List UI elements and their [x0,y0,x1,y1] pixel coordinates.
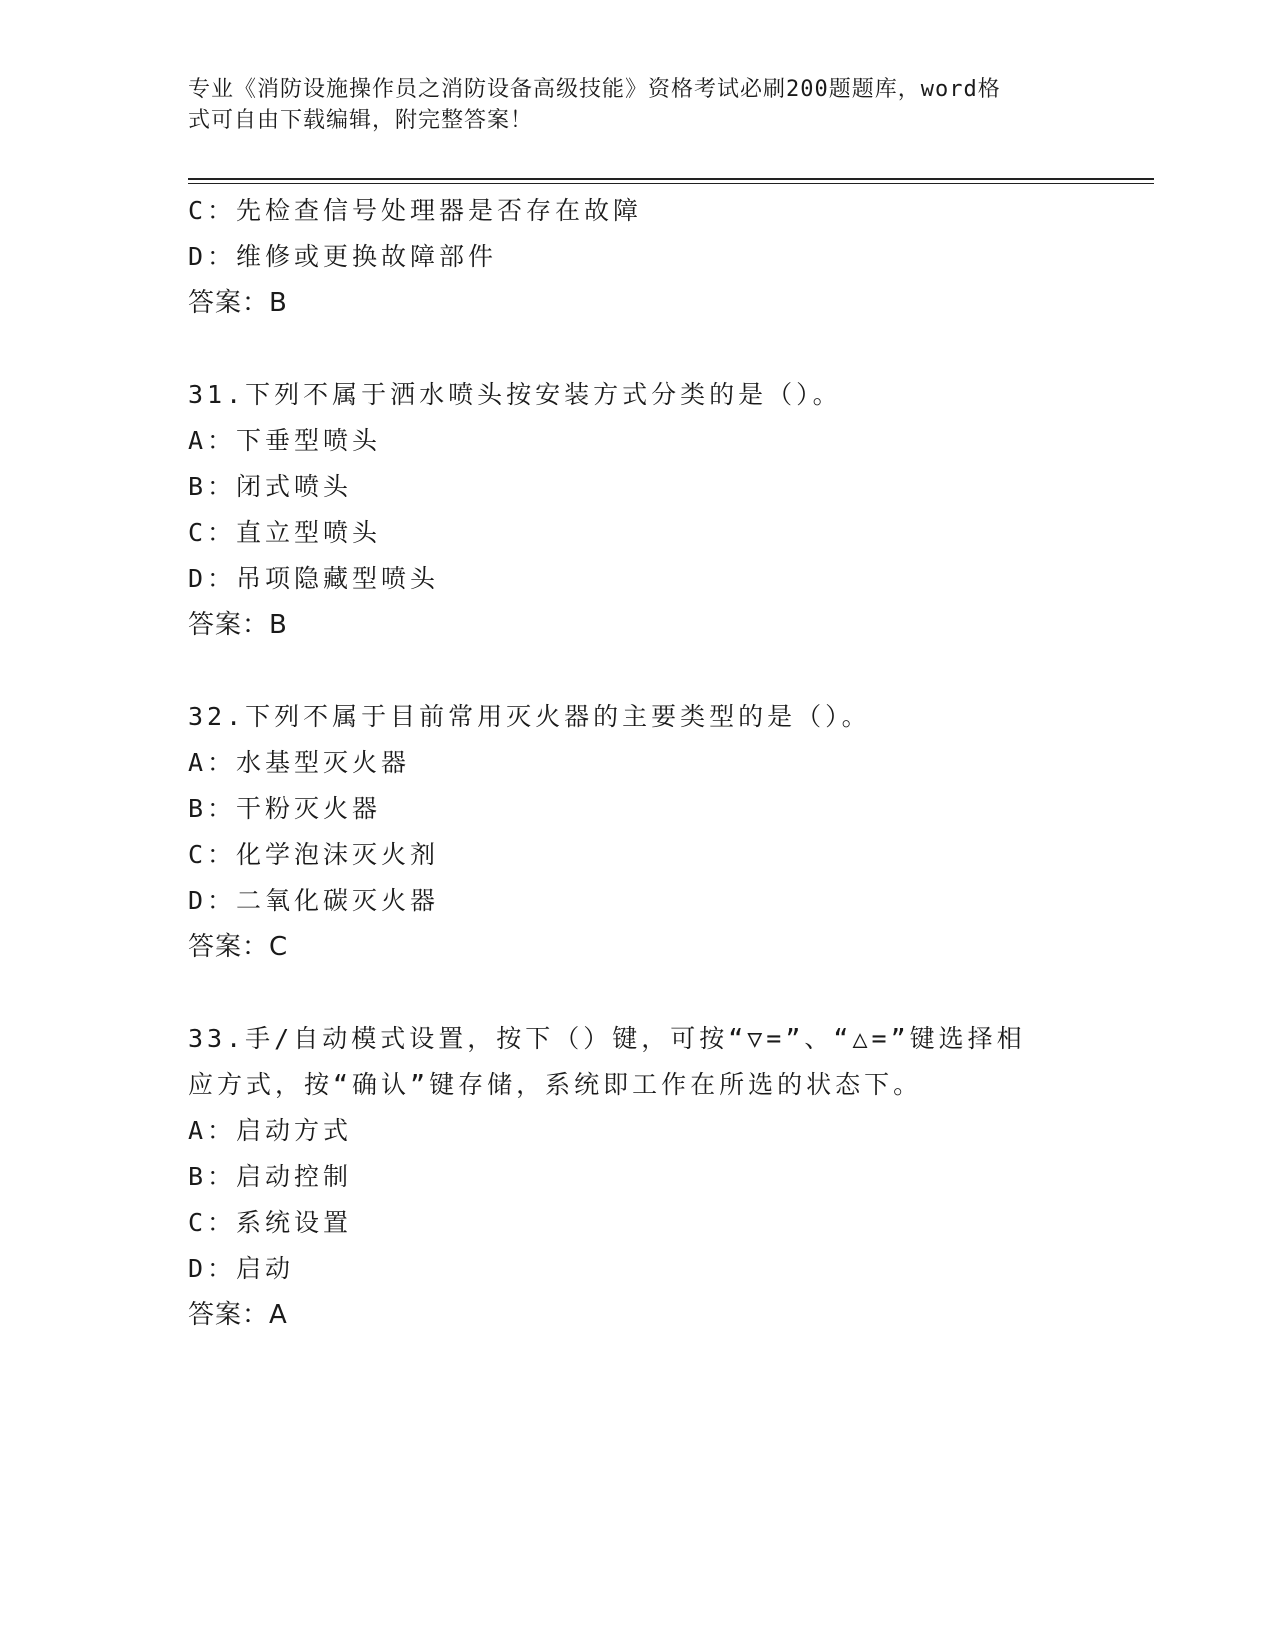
option-c: C：系统设置 [188,1208,353,1237]
answer: 答案：B [188,288,288,318]
question-32 [188,694,1088,970]
question-stem-line-1: 33.手/自动模式设置，按下（）键，可按“▽=”、“△=”键选择相 [188,1024,1026,1053]
option-d: D：吊项隐藏型喷头 [188,564,440,593]
answer: 答案：B [188,610,288,640]
option-b: B：启动控制 [188,1162,353,1191]
question-33 [188,1016,1088,1338]
option-c: C：直立型喷头 [188,518,382,547]
answer: 答案：A [188,1300,288,1330]
question-list [188,188,1088,1338]
question-stem-line-2: 应方式，按“确认”键存储，系统即工作在所选的状态下。 [188,1070,923,1099]
option-c: C：先检查信号处理器是否存在故障 [188,196,643,225]
header-divider-thick [188,178,1154,180]
option-c: C：化学泡沫灭火剂 [188,840,440,869]
question-stem: 31.下列不属于洒水喷头按安装方式分类的是（）。 [188,380,842,409]
question-30-continued [188,188,1088,326]
option-a: A：下垂型喷头 [188,426,382,455]
document-header [188,74,1068,136]
answer: 答案：C [188,932,289,962]
option-b: B：干粉灭火器 [188,794,382,823]
question-31 [188,372,1088,648]
header-line-1: 专业《消防设施操作员之消防设备高级技能》资格考试必刷200题题库，word格 [188,77,1001,102]
option-d: D：启动 [188,1254,295,1283]
option-b: B：闭式喷头 [188,472,353,501]
question-stem: 32.下列不属于目前常用灭火器的主要类型的是（）。 [188,702,871,731]
option-a: A：水基型灭火器 [188,748,411,777]
option-a: A：启动方式 [188,1116,353,1145]
option-d: D：维修或更换故障部件 [188,242,498,271]
option-d: D：二氧化碳灭火器 [188,886,440,915]
header-divider-thin [188,183,1154,184]
header-line-2: 式可自由下载编辑，附完整答案！ [188,108,534,133]
